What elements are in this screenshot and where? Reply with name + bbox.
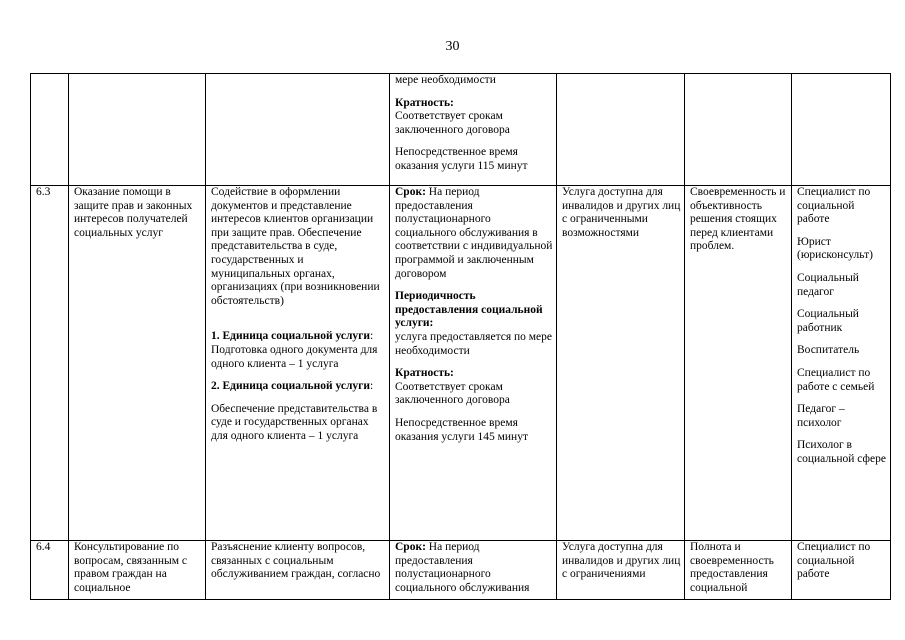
srok-label: Срок: bbox=[395, 541, 426, 553]
staff-item: Психолог в социальной сфере bbox=[797, 439, 886, 465]
page-number: 30 bbox=[445, 39, 460, 54]
unit2-label: 2. Единица социальной услуги bbox=[211, 380, 371, 393]
srok-text: На период предоставления полустационарного социального обслуживания в соответствии с индивидуальной программой и заключенным договором bbox=[395, 186, 553, 280]
cell-terms bbox=[390, 186, 557, 541]
period-text: услуга предоставляется по мере необходимости bbox=[395, 330, 553, 357]
staff-item: Специалист по социальной работе bbox=[797, 186, 871, 226]
table-row bbox=[31, 74, 891, 186]
cell-number bbox=[31, 74, 69, 186]
cell-service-name: Консультирование по вопросам, связанным с правом граждан на социальное bbox=[69, 541, 206, 600]
cell-description: Разъяснение клиенту вопросов, связанных с социальным обслуживанием граждан, согласно bbox=[206, 541, 390, 600]
cell-service-name bbox=[69, 74, 206, 186]
kratnost-text: Соответствует срокам заключенного договора bbox=[395, 110, 510, 136]
srok-text: На период предоставления полустационарного социального обслуживания bbox=[395, 541, 530, 594]
srok-label: Срок: bbox=[395, 186, 426, 198]
staff-item: Специалист по социальной работе bbox=[797, 541, 871, 581]
cell-availability: Услуга доступна для инвалидов и других лиц с ограничениями bbox=[557, 541, 685, 600]
cell-availability: Услуга доступна для инвалидов и других лиц с ограниченными возможностями bbox=[557, 186, 685, 541]
cell-availability bbox=[557, 74, 685, 186]
cell-service-name: Оказание помощи в защите прав и законных интересов получателей социальных услуг bbox=[69, 186, 206, 541]
cell-staff bbox=[792, 541, 891, 600]
cell-description: Содействие в оформлении документов и представление интересов клиентов организации при защите прав. Обеспечение представительства в суде, государственных и муниципальных органах, организациях (при возникновении обстоятельств) 1. Единица социальной услуги: Подготовка одного документа для одного клиента – 1 услуга 2. Единица социальной услуги: Обеспечение представительства в суде и государственных органах для одного клиента – 1 услуга bbox=[206, 186, 390, 541]
kratnost-label: Кратность: bbox=[395, 367, 454, 380]
staff-item: Воспитатель bbox=[797, 344, 860, 357]
cell-number: 6.4 bbox=[31, 541, 69, 600]
cell-staff bbox=[792, 186, 891, 541]
staff-item: Юрист (юрисконсульт) bbox=[797, 235, 873, 262]
staff-item: Социальный работник bbox=[797, 308, 859, 334]
terms-line: мере необходимости bbox=[395, 74, 496, 86]
cell-quality: Полнота и своевременность предоставления социальной bbox=[685, 541, 792, 600]
staff-item: Социальный педагог bbox=[797, 271, 859, 298]
table-row bbox=[31, 541, 891, 600]
service-time: Непосредственное время оказания услуги 145 минут bbox=[395, 416, 528, 443]
description-intro: Содействие в оформлении документов и представление интересов клиентов организации при защите прав. Обеспечение представительства в суде, государственных и муниципальных органах, организациях (при возникновении обстоятельств) bbox=[211, 186, 380, 307]
cell-staff bbox=[792, 74, 891, 186]
cell-terms bbox=[390, 541, 557, 600]
staff-item: Специалист по работе с семьей bbox=[797, 366, 875, 393]
service-time: Непосредственное время оказания услуги 115 минут bbox=[395, 146, 528, 172]
unit2-text: Обеспечение представительства в суде и государственных органах для одного клиента – 1 услуга bbox=[211, 402, 378, 442]
cell-quality: Своевременность и объективность решения стоящих перед клиентами проблем. bbox=[685, 186, 792, 541]
cell-description bbox=[206, 74, 390, 186]
cell-number: 6.3 bbox=[31, 186, 69, 541]
period-label: Периодичность предоставления социальной услуги: bbox=[395, 290, 543, 330]
cell-quality bbox=[685, 74, 792, 186]
table-row bbox=[31, 186, 891, 541]
kratnost-label: Кратность: bbox=[395, 96, 454, 109]
unit1-text: Подготовка одного документа для одного клиента – 1 услуга bbox=[211, 343, 378, 370]
kratnost-text: Соответствует срокам заключенного договора bbox=[395, 380, 510, 407]
cell-terms bbox=[390, 74, 557, 186]
staff-item: Педагог – психолог bbox=[797, 403, 845, 429]
unit1-label: 1. Единица социальной услуги bbox=[211, 330, 371, 343]
services-table bbox=[30, 73, 891, 600]
